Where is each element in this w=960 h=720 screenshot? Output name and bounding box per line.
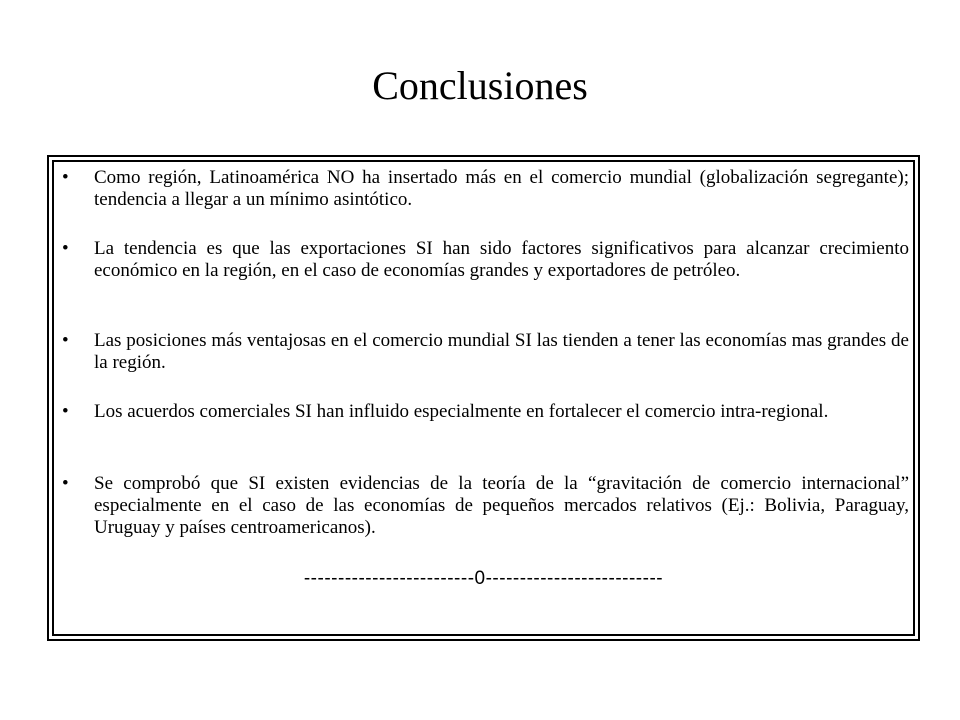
slide-title: Conclusiones — [372, 63, 588, 108]
bullet-icon: • — [62, 401, 69, 422]
bullet-text: La tendencia es que las exportaciones SI han sido factores significativos para alcanzar crecimiento económico en la región, en el caso de economías grandes y exportadores de petróleo. — [94, 238, 909, 281]
bullet-text: Se comprobó que SI existen evidencias de la teoría de la “gravitación de comercio internacional” especialmente en el caso de las economías de pequeños mercados relativos (Ej.: Bolivia, Paraguay, Uruguay y países centroamericanos). — [94, 473, 909, 538]
conclusions-box-inner-border — [52, 160, 915, 636]
bullet-text: Las posiciones más ventajosas en el comercio mundial SI las tienden a tener las economías mas grandes de la región. — [94, 330, 909, 373]
bullet-icon: • — [62, 167, 69, 188]
bullet-text: Como región, Latinoamérica NO ha insertado más en el comercio mundial (globalización segregante); tendencia a llegar a un mínimo asintótico. — [94, 167, 909, 210]
bullet-icon: • — [62, 330, 69, 351]
bullet-icon: • — [62, 238, 69, 259]
bullet-icon: • — [62, 473, 69, 494]
bullet-text: Los acuerdos comerciales SI han influido especialmente en fortalecer el comercio intra-regional. — [94, 401, 829, 422]
conclusions-box — [47, 155, 920, 641]
end-marker: -------------------------0-------------------------- — [303, 568, 664, 589]
